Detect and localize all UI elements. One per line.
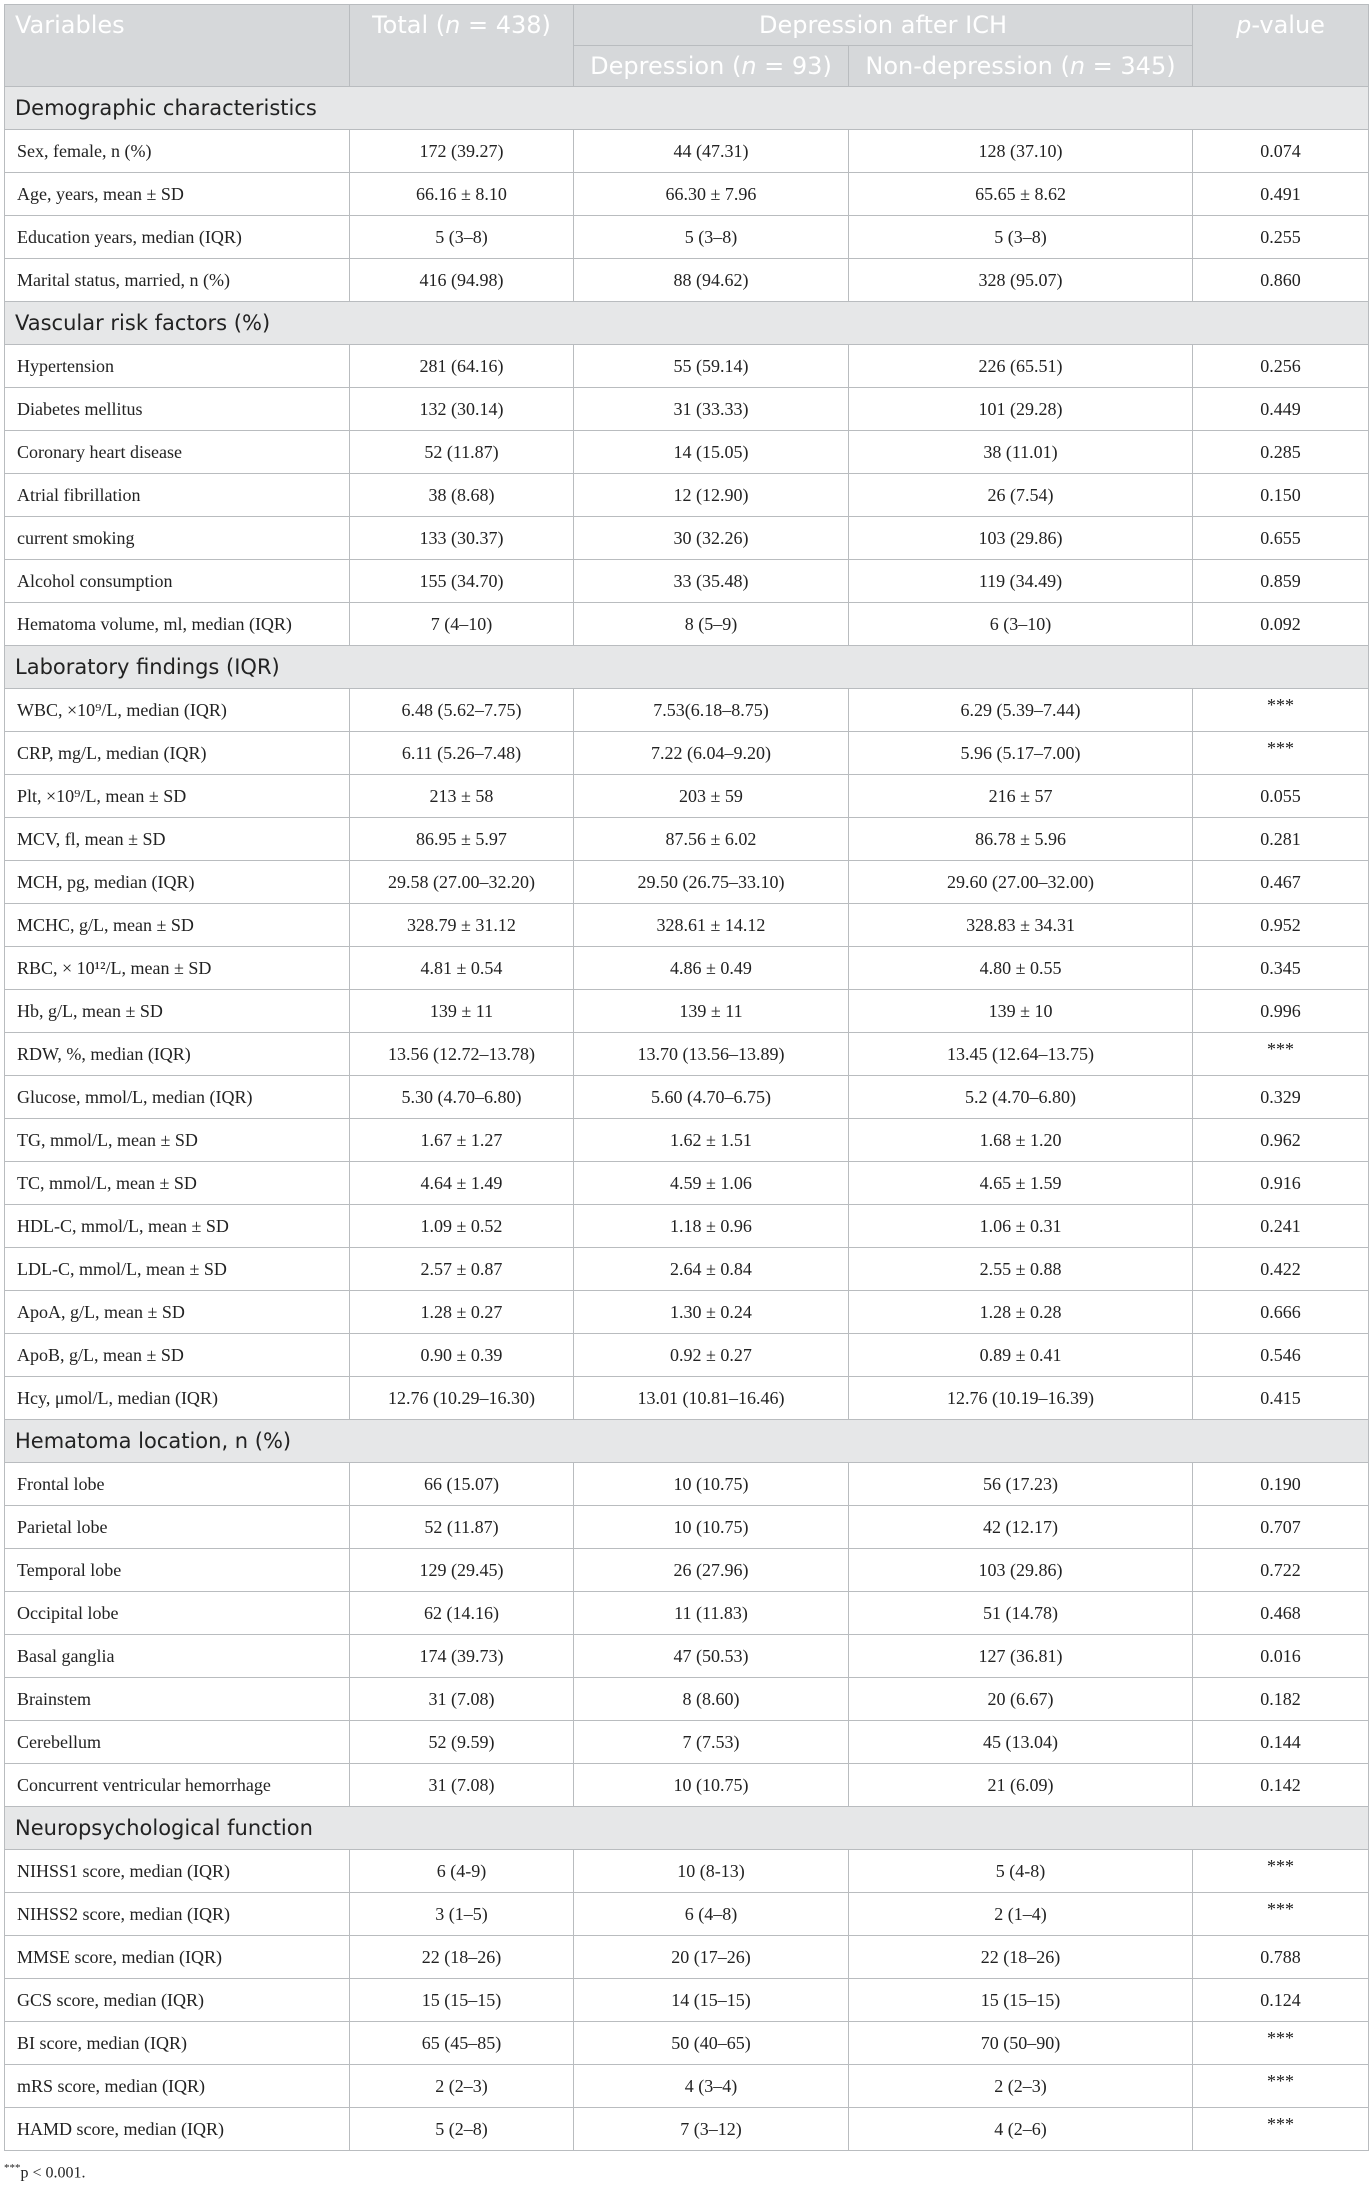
cell-total: 0.90 ± 0.39 bbox=[350, 1334, 574, 1377]
cell-total: 328.79 ± 31.12 bbox=[350, 904, 574, 947]
cell-non-depression: 5 (4-8) bbox=[849, 1850, 1193, 1893]
cell-non-depression: 128 (37.10) bbox=[849, 130, 1193, 173]
cell-depression: 14 (15.05) bbox=[574, 431, 849, 474]
cell-depression: 10 (8-13) bbox=[574, 1850, 849, 1893]
cell-non-depression: 6 (3–10) bbox=[849, 603, 1193, 646]
section-header-row bbox=[5, 1420, 1369, 1463]
cell-variable: Concurrent ventricular hemorrhage bbox=[5, 1764, 350, 1807]
cell-depression: 88 (94.62) bbox=[574, 259, 849, 302]
cell-p-value: 0.190 bbox=[1193, 1463, 1369, 1506]
cell-variable: Hcy, μmol/L, median (IQR) bbox=[5, 1377, 350, 1420]
table-row bbox=[5, 1291, 1369, 1334]
cell-non-depression: 21 (6.09) bbox=[849, 1764, 1193, 1807]
cell-variable: Frontal lobe bbox=[5, 1463, 350, 1506]
cell-variable: Hypertension bbox=[5, 345, 350, 388]
cell-non-depression: 103 (29.86) bbox=[849, 1549, 1193, 1592]
table-row bbox=[5, 775, 1369, 818]
table-body bbox=[5, 87, 1369, 2151]
cell-non-depression: 4.80 ± 0.55 bbox=[849, 947, 1193, 990]
table-row bbox=[5, 173, 1369, 216]
header-depression-group: Depression after ICH bbox=[574, 5, 1193, 46]
cell-p-value: *** bbox=[1193, 1893, 1369, 1936]
cell-p-value: 0.666 bbox=[1193, 1291, 1369, 1334]
cell-depression: 6 (4–8) bbox=[574, 1893, 849, 1936]
cell-p-value: *** bbox=[1193, 689, 1369, 732]
cell-total: 12.76 (10.29–16.30) bbox=[350, 1377, 574, 1420]
cell-total: 1.09 ± 0.52 bbox=[350, 1205, 574, 1248]
cell-variable: HDL-C, mmol/L, mean ± SD bbox=[5, 1205, 350, 1248]
cell-total: 174 (39.73) bbox=[350, 1635, 574, 1678]
table-row bbox=[5, 990, 1369, 1033]
cell-p-value: 0.150 bbox=[1193, 474, 1369, 517]
cell-non-depression: 5.96 (5.17–7.00) bbox=[849, 732, 1193, 775]
header-non-depression: Non-depression (n = 345) bbox=[849, 46, 1193, 87]
cell-p-value: 0.859 bbox=[1193, 560, 1369, 603]
cell-non-depression: 86.78 ± 5.96 bbox=[849, 818, 1193, 861]
cell-non-depression: 103 (29.86) bbox=[849, 517, 1193, 560]
cell-depression: 10 (10.75) bbox=[574, 1463, 849, 1506]
cell-total: 22 (18–26) bbox=[350, 1936, 574, 1979]
cell-non-depression: 29.60 (27.00–32.00) bbox=[849, 861, 1193, 904]
cell-depression: 1.18 ± 0.96 bbox=[574, 1205, 849, 1248]
cell-depression: 5.60 (4.70–6.75) bbox=[574, 1076, 849, 1119]
cell-depression: 4 (3–4) bbox=[574, 2065, 849, 2108]
cell-p-value: 0.546 bbox=[1193, 1334, 1369, 1377]
cell-total: 66.16 ± 8.10 bbox=[350, 173, 574, 216]
cell-non-depression: 42 (12.17) bbox=[849, 1506, 1193, 1549]
cell-non-depression: 20 (6.67) bbox=[849, 1678, 1193, 1721]
cell-depression: 0.92 ± 0.27 bbox=[574, 1334, 849, 1377]
cell-p-value: 0.468 bbox=[1193, 1592, 1369, 1635]
cell-depression: 47 (50.53) bbox=[574, 1635, 849, 1678]
cell-variable: current smoking bbox=[5, 517, 350, 560]
cell-p-value: *** bbox=[1193, 2065, 1369, 2108]
cell-total: 6.11 (5.26–7.48) bbox=[350, 732, 574, 775]
cell-variable: mRS score, median (IQR) bbox=[5, 2065, 350, 2108]
cell-total: 31 (7.08) bbox=[350, 1678, 574, 1721]
cell-total: 3 (1–5) bbox=[350, 1893, 574, 1936]
cell-total: 13.56 (12.72–13.78) bbox=[350, 1033, 574, 1076]
results-table bbox=[4, 4, 1369, 2151]
cell-p-value: 0.962 bbox=[1193, 1119, 1369, 1162]
cell-variable: Hb, g/L, mean ± SD bbox=[5, 990, 350, 1033]
cell-non-depression: 1.06 ± 0.31 bbox=[849, 1205, 1193, 1248]
cell-total: 86.95 ± 5.97 bbox=[350, 818, 574, 861]
cell-depression: 31 (33.33) bbox=[574, 388, 849, 431]
section-header-row bbox=[5, 87, 1369, 130]
table-row bbox=[5, 1463, 1369, 1506]
cell-variable: Coronary heart disease bbox=[5, 431, 350, 474]
table-row bbox=[5, 1506, 1369, 1549]
cell-total: 2.57 ± 0.87 bbox=[350, 1248, 574, 1291]
cell-p-value: 0.016 bbox=[1193, 1635, 1369, 1678]
header-depression: Depression (n = 93) bbox=[574, 46, 849, 87]
cell-depression: 50 (40–65) bbox=[574, 2022, 849, 2065]
cell-variable: BI score, median (IQR) bbox=[5, 2022, 350, 2065]
table-row bbox=[5, 603, 1369, 646]
cell-total: 66 (15.07) bbox=[350, 1463, 574, 1506]
cell-p-value: 0.345 bbox=[1193, 947, 1369, 990]
cell-non-depression: 12.76 (10.19–16.39) bbox=[849, 1377, 1193, 1420]
cell-p-value: 0.281 bbox=[1193, 818, 1369, 861]
cell-depression: 20 (17–26) bbox=[574, 1936, 849, 1979]
cell-p-value: 0.952 bbox=[1193, 904, 1369, 947]
cell-variable: RBC, × 10¹²/L, mean ± SD bbox=[5, 947, 350, 990]
cell-total: 1.28 ± 0.27 bbox=[350, 1291, 574, 1334]
table-row bbox=[5, 388, 1369, 431]
cell-non-depression: 101 (29.28) bbox=[849, 388, 1193, 431]
cell-non-depression: 119 (34.49) bbox=[849, 560, 1193, 603]
cell-variable: Hematoma volume, ml, median (IQR) bbox=[5, 603, 350, 646]
cell-total: 1.67 ± 1.27 bbox=[350, 1119, 574, 1162]
table-row bbox=[5, 259, 1369, 302]
cell-depression: 1.30 ± 0.24 bbox=[574, 1291, 849, 1334]
cell-p-value: 0.415 bbox=[1193, 1377, 1369, 1420]
cell-non-depression: 2.55 ± 0.88 bbox=[849, 1248, 1193, 1291]
table-row bbox=[5, 345, 1369, 388]
cell-variable: NIHSS1 score, median (IQR) bbox=[5, 1850, 350, 1893]
cell-depression: 30 (32.26) bbox=[574, 517, 849, 560]
table-row bbox=[5, 1936, 1369, 1979]
table-row bbox=[5, 216, 1369, 259]
table-row bbox=[5, 2108, 1369, 2151]
cell-p-value: 0.422 bbox=[1193, 1248, 1369, 1291]
cell-variable: Age, years, mean ± SD bbox=[5, 173, 350, 216]
section-header-row bbox=[5, 302, 1369, 345]
table-row bbox=[5, 517, 1369, 560]
cell-total: 5 (2–8) bbox=[350, 2108, 574, 2151]
cell-depression: 14 (15–15) bbox=[574, 1979, 849, 2022]
cell-total: 155 (34.70) bbox=[350, 560, 574, 603]
cell-depression: 55 (59.14) bbox=[574, 345, 849, 388]
cell-total: 7 (4–10) bbox=[350, 603, 574, 646]
cell-variable: LDL-C, mmol/L, mean ± SD bbox=[5, 1248, 350, 1291]
table-row bbox=[5, 904, 1369, 947]
cell-p-value: 0.329 bbox=[1193, 1076, 1369, 1119]
cell-variable: Temporal lobe bbox=[5, 1549, 350, 1592]
cell-non-depression: 1.28 ± 0.28 bbox=[849, 1291, 1193, 1334]
cell-non-depression: 2 (1–4) bbox=[849, 1893, 1193, 1936]
cell-variable: ApoA, g/L, mean ± SD bbox=[5, 1291, 350, 1334]
cell-variable: Glucose, mmol/L, median (IQR) bbox=[5, 1076, 350, 1119]
cell-total: 65 (45–85) bbox=[350, 2022, 574, 2065]
cell-variable: Atrial fibrillation bbox=[5, 474, 350, 517]
cell-depression: 33 (35.48) bbox=[574, 560, 849, 603]
cell-variable: Education years, median (IQR) bbox=[5, 216, 350, 259]
cell-p-value: 0.449 bbox=[1193, 388, 1369, 431]
cell-p-value: 0.655 bbox=[1193, 517, 1369, 560]
cell-depression: 10 (10.75) bbox=[574, 1764, 849, 1807]
section-title: Neuropsychological function bbox=[5, 1807, 1369, 1850]
cell-total: 29.58 (27.00–32.20) bbox=[350, 861, 574, 904]
cell-depression: 26 (27.96) bbox=[574, 1549, 849, 1592]
cell-depression: 11 (11.83) bbox=[574, 1592, 849, 1635]
cell-p-value: 0.092 bbox=[1193, 603, 1369, 646]
cell-depression: 139 ± 11 bbox=[574, 990, 849, 1033]
cell-total: 132 (30.14) bbox=[350, 388, 574, 431]
cell-non-depression: 328.83 ± 34.31 bbox=[849, 904, 1193, 947]
cell-variable: TC, mmol/L, mean ± SD bbox=[5, 1162, 350, 1205]
cell-variable: MMSE score, median (IQR) bbox=[5, 1936, 350, 1979]
cell-p-value: 0.860 bbox=[1193, 259, 1369, 302]
cell-depression: 4.59 ± 1.06 bbox=[574, 1162, 849, 1205]
cell-p-value: 0.142 bbox=[1193, 1764, 1369, 1807]
cell-non-depression: 1.68 ± 1.20 bbox=[849, 1119, 1193, 1162]
cell-non-depression: 2 (2–3) bbox=[849, 2065, 1193, 2108]
cell-p-value: 0.467 bbox=[1193, 861, 1369, 904]
cell-p-value: 0.916 bbox=[1193, 1162, 1369, 1205]
section-header-row bbox=[5, 646, 1369, 689]
cell-depression: 7.53(6.18–8.75) bbox=[574, 689, 849, 732]
table-row bbox=[5, 1334, 1369, 1377]
cell-variable: MCHC, g/L, mean ± SD bbox=[5, 904, 350, 947]
cell-depression: 5 (3–8) bbox=[574, 216, 849, 259]
cell-total: 52 (11.87) bbox=[350, 431, 574, 474]
cell-p-value: 0.241 bbox=[1193, 1205, 1369, 1248]
cell-p-value: *** bbox=[1193, 2022, 1369, 2065]
cell-variable: Brainstem bbox=[5, 1678, 350, 1721]
cell-total: 6 (4-9) bbox=[350, 1850, 574, 1893]
header-row-1 bbox=[5, 5, 1369, 46]
cell-total: 4.64 ± 1.49 bbox=[350, 1162, 574, 1205]
table-row bbox=[5, 861, 1369, 904]
header-p-value: p-value bbox=[1193, 5, 1369, 87]
cell-total: 129 (29.45) bbox=[350, 1549, 574, 1592]
cell-total: 62 (14.16) bbox=[350, 1592, 574, 1635]
cell-non-depression: 6.29 (5.39–7.44) bbox=[849, 689, 1193, 732]
cell-total: 5 (3–8) bbox=[350, 216, 574, 259]
table-row bbox=[5, 130, 1369, 173]
cell-total: 15 (15–15) bbox=[350, 1979, 574, 2022]
cell-depression: 328.61 ± 14.12 bbox=[574, 904, 849, 947]
cell-depression: 4.86 ± 0.49 bbox=[574, 947, 849, 990]
cell-variable: WBC, ×10⁹/L, median (IQR) bbox=[5, 689, 350, 732]
cell-variable: TG, mmol/L, mean ± SD bbox=[5, 1119, 350, 1162]
cell-variable: HAMD score, median (IQR) bbox=[5, 2108, 350, 2151]
table-row bbox=[5, 689, 1369, 732]
cell-depression: 2.64 ± 0.84 bbox=[574, 1248, 849, 1291]
cell-p-value: 0.788 bbox=[1193, 1936, 1369, 1979]
table-row bbox=[5, 1721, 1369, 1764]
cell-p-value: 0.996 bbox=[1193, 990, 1369, 1033]
cell-non-depression: 226 (65.51) bbox=[849, 345, 1193, 388]
cell-non-depression: 139 ± 10 bbox=[849, 990, 1193, 1033]
cell-variable: Parietal lobe bbox=[5, 1506, 350, 1549]
section-header-row bbox=[5, 1807, 1369, 1850]
cell-non-depression: 216 ± 57 bbox=[849, 775, 1193, 818]
section-title: Laboratory findings (IQR) bbox=[5, 646, 1369, 689]
cell-p-value: 0.144 bbox=[1193, 1721, 1369, 1764]
cell-variable: Occipital lobe bbox=[5, 1592, 350, 1635]
cell-total: 5.30 (4.70–6.80) bbox=[350, 1076, 574, 1119]
table-row bbox=[5, 2022, 1369, 2065]
cell-variable: MCH, pg, median (IQR) bbox=[5, 861, 350, 904]
cell-non-depression: 38 (11.01) bbox=[849, 431, 1193, 474]
cell-depression: 8 (5–9) bbox=[574, 603, 849, 646]
cell-variable: Alcohol consumption bbox=[5, 560, 350, 603]
cell-variable: Plt, ×10⁹/L, mean ± SD bbox=[5, 775, 350, 818]
cell-total: 2 (2–3) bbox=[350, 2065, 574, 2108]
cell-p-value: 0.255 bbox=[1193, 216, 1369, 259]
cell-non-depression: 5 (3–8) bbox=[849, 216, 1193, 259]
cell-depression: 8 (8.60) bbox=[574, 1678, 849, 1721]
cell-total: 133 (30.37) bbox=[350, 517, 574, 560]
cell-p-value: *** bbox=[1193, 1850, 1369, 1893]
cell-depression: 10 (10.75) bbox=[574, 1506, 849, 1549]
cell-total: 6.48 (5.62–7.75) bbox=[350, 689, 574, 732]
cell-non-depression: 127 (36.81) bbox=[849, 1635, 1193, 1678]
table-row bbox=[5, 1850, 1369, 1893]
cell-depression: 1.62 ± 1.51 bbox=[574, 1119, 849, 1162]
cell-total: 213 ± 58 bbox=[350, 775, 574, 818]
cell-p-value: 0.256 bbox=[1193, 345, 1369, 388]
cell-p-value: *** bbox=[1193, 732, 1369, 775]
table-row bbox=[5, 474, 1369, 517]
cell-non-depression: 51 (14.78) bbox=[849, 1592, 1193, 1635]
cell-variable: Sex, female, n (%) bbox=[5, 130, 350, 173]
cell-variable: Cerebellum bbox=[5, 1721, 350, 1764]
cell-depression: 13.70 (13.56–13.89) bbox=[574, 1033, 849, 1076]
section-title: Hematoma location, n (%) bbox=[5, 1420, 1369, 1463]
section-title: Demographic characteristics bbox=[5, 87, 1369, 130]
cell-p-value: *** bbox=[1193, 1033, 1369, 1076]
cell-total: 52 (9.59) bbox=[350, 1721, 574, 1764]
cell-non-depression: 4.65 ± 1.59 bbox=[849, 1162, 1193, 1205]
cell-p-value: *** bbox=[1193, 2108, 1369, 2151]
cell-p-value: 0.491 bbox=[1193, 173, 1369, 216]
cell-non-depression: 15 (15–15) bbox=[849, 1979, 1193, 2022]
table-row bbox=[5, 818, 1369, 861]
cell-variable: GCS score, median (IQR) bbox=[5, 1979, 350, 2022]
cell-p-value: 0.055 bbox=[1193, 775, 1369, 818]
table-row bbox=[5, 1119, 1369, 1162]
header-total: Total (n = 438) bbox=[350, 5, 574, 87]
cell-p-value: 0.722 bbox=[1193, 1549, 1369, 1592]
cell-depression: 7 (7.53) bbox=[574, 1721, 849, 1764]
table-row bbox=[5, 1979, 1369, 2022]
cell-total: 281 (64.16) bbox=[350, 345, 574, 388]
cell-variable: ApoB, g/L, mean ± SD bbox=[5, 1334, 350, 1377]
section-title: Vascular risk factors (%) bbox=[5, 302, 1369, 345]
cell-non-depression: 70 (50–90) bbox=[849, 2022, 1193, 2065]
cell-non-depression: 0.89 ± 0.41 bbox=[849, 1334, 1193, 1377]
table-row bbox=[5, 947, 1369, 990]
cell-variable: Diabetes mellitus bbox=[5, 388, 350, 431]
header-variables: Variables bbox=[5, 5, 350, 87]
cell-variable: RDW, %, median (IQR) bbox=[5, 1033, 350, 1076]
cell-p-value: 0.707 bbox=[1193, 1506, 1369, 1549]
cell-p-value: 0.182 bbox=[1193, 1678, 1369, 1721]
cell-variable: NIHSS2 score, median (IQR) bbox=[5, 1893, 350, 1936]
cell-non-depression: 5.2 (4.70–6.80) bbox=[849, 1076, 1193, 1119]
table-row bbox=[5, 1893, 1369, 1936]
table-row bbox=[5, 560, 1369, 603]
cell-depression: 203 ± 59 bbox=[574, 775, 849, 818]
cell-p-value: 0.285 bbox=[1193, 431, 1369, 474]
table-row bbox=[5, 1377, 1369, 1420]
table-row bbox=[5, 431, 1369, 474]
table-row bbox=[5, 1635, 1369, 1678]
cell-variable: MCV, fl, mean ± SD bbox=[5, 818, 350, 861]
table-row bbox=[5, 2065, 1369, 2108]
table-row bbox=[5, 1549, 1369, 1592]
cell-total: 4.81 ± 0.54 bbox=[350, 947, 574, 990]
cell-non-depression: 45 (13.04) bbox=[849, 1721, 1193, 1764]
cell-non-depression: 26 (7.54) bbox=[849, 474, 1193, 517]
table-row bbox=[5, 732, 1369, 775]
cell-non-depression: 22 (18–26) bbox=[849, 1936, 1193, 1979]
cell-depression: 12 (12.90) bbox=[574, 474, 849, 517]
cell-non-depression: 56 (17.23) bbox=[849, 1463, 1193, 1506]
cell-depression: 7.22 (6.04–9.20) bbox=[574, 732, 849, 775]
cell-depression: 29.50 (26.75–33.10) bbox=[574, 861, 849, 904]
table-row bbox=[5, 1162, 1369, 1205]
footnote: ***p < 0.001. bbox=[4, 2162, 86, 2182]
cell-depression: 66.30 ± 7.96 bbox=[574, 173, 849, 216]
table-row bbox=[5, 1248, 1369, 1291]
cell-total: 52 (11.87) bbox=[350, 1506, 574, 1549]
table-row bbox=[5, 1076, 1369, 1119]
table-row bbox=[5, 1678, 1369, 1721]
cell-non-depression: 65.65 ± 8.62 bbox=[849, 173, 1193, 216]
table-row bbox=[5, 1033, 1369, 1076]
cell-non-depression: 13.45 (12.64–13.75) bbox=[849, 1033, 1193, 1076]
cell-total: 416 (94.98) bbox=[350, 259, 574, 302]
cell-non-depression: 4 (2–6) bbox=[849, 2108, 1193, 2151]
cell-depression: 44 (47.31) bbox=[574, 130, 849, 173]
cell-variable: Basal ganglia bbox=[5, 1635, 350, 1678]
table-row bbox=[5, 1592, 1369, 1635]
cell-non-depression: 328 (95.07) bbox=[849, 259, 1193, 302]
table-row bbox=[5, 1205, 1369, 1248]
cell-total: 31 (7.08) bbox=[350, 1764, 574, 1807]
cell-total: 38 (8.68) bbox=[350, 474, 574, 517]
cell-depression: 13.01 (10.81–16.46) bbox=[574, 1377, 849, 1420]
cell-depression: 7 (3–12) bbox=[574, 2108, 849, 2151]
cell-total: 139 ± 11 bbox=[350, 990, 574, 1033]
cell-total: 172 (39.27) bbox=[350, 130, 574, 173]
table-row bbox=[5, 1764, 1369, 1807]
cell-p-value: 0.124 bbox=[1193, 1979, 1369, 2022]
cell-variable: CRP, mg/L, median (IQR) bbox=[5, 732, 350, 775]
cell-depression: 87.56 ± 6.02 bbox=[574, 818, 849, 861]
cell-variable: Marital status, married, n (%) bbox=[5, 259, 350, 302]
cell-p-value: 0.074 bbox=[1193, 130, 1369, 173]
